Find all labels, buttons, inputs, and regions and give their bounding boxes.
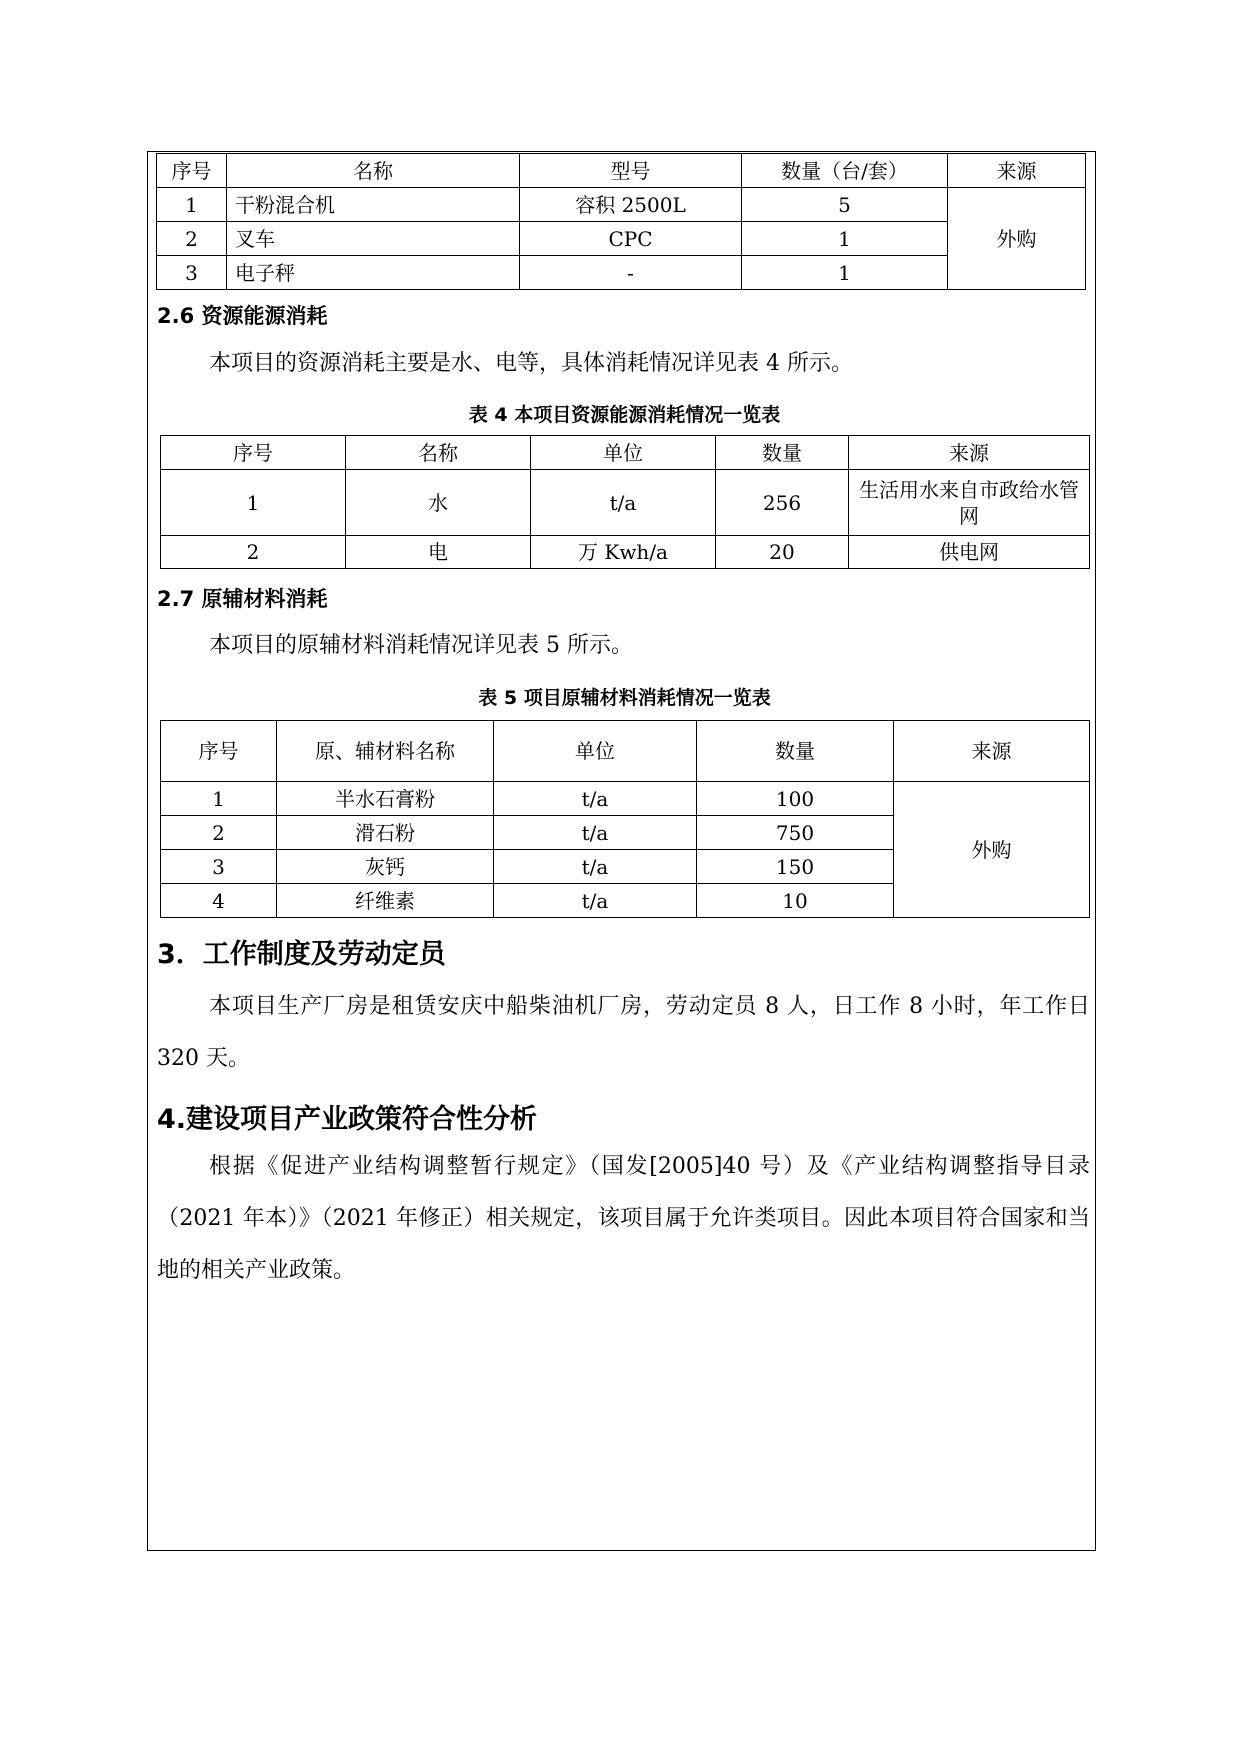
- cell-unit: t/a: [494, 884, 697, 918]
- resource-consumption-table: [160, 435, 1090, 569]
- header-cell: 序号: [161, 721, 277, 782]
- header-cell: 来源: [894, 721, 1090, 782]
- cell-qty: 100: [697, 782, 894, 816]
- header-cell: 序号: [161, 436, 346, 470]
- raw-materials-table: [160, 720, 1090, 918]
- cell-qty: 750: [697, 816, 894, 850]
- table-row: [161, 782, 1090, 816]
- table-row: [161, 536, 1090, 569]
- table-4-caption: 表 4 本项目资源能源消耗情况一览表: [468, 404, 781, 426]
- cell-source: 供电网: [849, 536, 1090, 569]
- cell-no: 1: [157, 188, 227, 222]
- table-row: [157, 256, 1086, 290]
- cell-model: CPC: [520, 222, 742, 256]
- cell-name: 滑石粉: [277, 816, 494, 850]
- header-cell: 名称: [346, 436, 531, 470]
- header-cell: 原、辅材料名称: [277, 721, 494, 782]
- cell-name: 水: [346, 470, 531, 536]
- section-2-6-paragraph: 本项目的资源消耗主要是水、电等，具体消耗情况详见表 4 所示。: [209, 351, 853, 376]
- cell-no: 2: [161, 816, 277, 850]
- table-row: [157, 188, 1086, 222]
- header-cell: 单位: [494, 721, 697, 782]
- section-2-7-paragraph: 本项目的原辅材料消耗情况详见表 5 所示。: [209, 633, 633, 658]
- header-cell: 型号: [520, 154, 742, 188]
- cell-name: 电: [346, 536, 531, 569]
- cell-qty: 1: [742, 256, 948, 290]
- cell-no: 1: [161, 782, 277, 816]
- cell-model: -: [520, 256, 742, 290]
- cell-source: 外购: [894, 782, 1090, 918]
- cell-unit: t/a: [494, 816, 697, 850]
- cell-model: 容积 2500L: [520, 188, 742, 222]
- cell-no: 2: [161, 536, 346, 569]
- section-3-paragraph: 本项目生产厂房是租赁安庆中船柴油机厂房，劳动定员 8 人，日工作 8 小时，年工作日 320 天。: [157, 994, 1090, 1071]
- cell-qty: 10: [697, 884, 894, 918]
- cell-qty: 1: [742, 222, 948, 256]
- header-cell: 名称: [227, 154, 520, 188]
- cell-qty: 20: [716, 536, 849, 569]
- cell-name: 灰钙: [277, 850, 494, 884]
- section-heading-2-6: 2.6 资源能源消耗: [157, 304, 328, 328]
- cell-name: 干粉混合机: [227, 188, 520, 222]
- cell-qty: 256: [716, 470, 849, 536]
- section-heading-3: 3．工作制度及劳动定员: [157, 939, 446, 970]
- cell-no: 1: [161, 470, 346, 536]
- equipment-table: [156, 153, 1086, 290]
- section-4-paragraph: 根据《促进产业结构调整暂行规定》（国发[2005]40 号）及《产业结构调整指导目录（2021 年本）》（2021 年修正）相关规定，该项目属于允许类项目。因此本项目符合国家和当地的相关产业政策。: [157, 1154, 1090, 1283]
- table-header-row: [161, 436, 1090, 470]
- table-5-caption: 表 5 项目原辅材料消耗情况一览表: [478, 687, 771, 709]
- cell-name: 纤维素: [277, 884, 494, 918]
- cell-unit: t/a: [494, 850, 697, 884]
- section-heading-2-7: 2.7 原辅材料消耗: [157, 587, 328, 611]
- cell-source: 生活用水来自市政给水管网: [849, 470, 1090, 536]
- table-row: [161, 470, 1090, 536]
- header-cell: 来源: [849, 436, 1090, 470]
- cell-unit: t/a: [494, 782, 697, 816]
- cell-no: 3: [157, 256, 227, 290]
- cell-no: 2: [157, 222, 227, 256]
- cell-qty: 5: [742, 188, 948, 222]
- cell-no: 3: [161, 850, 277, 884]
- header-cell: 单位: [531, 436, 716, 470]
- header-cell: 序号: [157, 154, 227, 188]
- cell-no: 4: [161, 884, 277, 918]
- cell-unit: t/a: [531, 470, 716, 536]
- cell-name: 叉车: [227, 222, 520, 256]
- section-heading-4: 4.建设项目产业政策符合性分析: [157, 1104, 538, 1135]
- header-cell: 数量: [716, 436, 849, 470]
- header-cell: 来源: [948, 154, 1086, 188]
- table-row: [157, 222, 1086, 256]
- cell-qty: 150: [697, 850, 894, 884]
- table-header-row: [157, 154, 1086, 188]
- cell-name: 半水石膏粉: [277, 782, 494, 816]
- header-cell: 数量（台/套）: [742, 154, 948, 188]
- cell-unit: 万 Kwh/a: [531, 536, 716, 569]
- cell-source: 外购: [948, 188, 1086, 290]
- header-cell: 数量: [697, 721, 894, 782]
- cell-name: 电子秤: [227, 256, 520, 290]
- table-header-row: [161, 721, 1090, 782]
